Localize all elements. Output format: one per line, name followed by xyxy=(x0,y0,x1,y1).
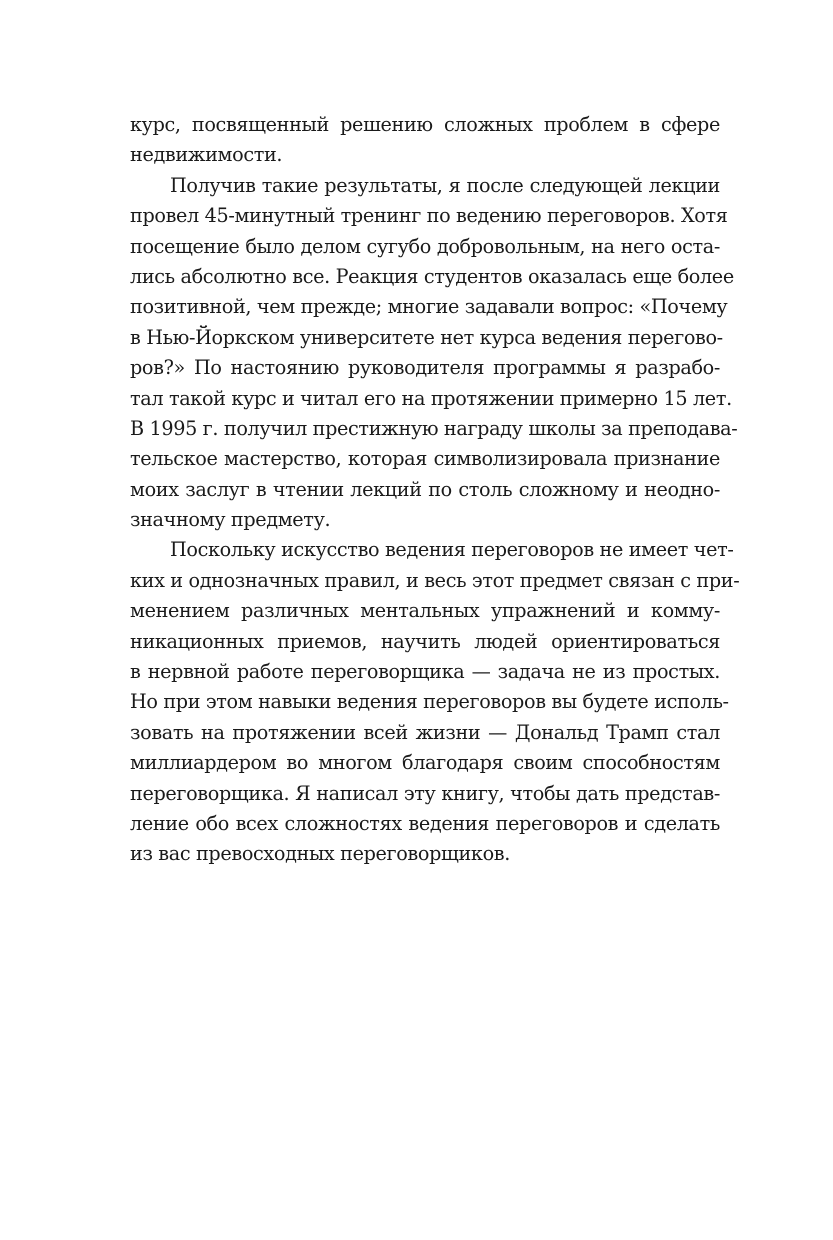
text-line: курс, посвященный решению сложных проблем в сфере xyxy=(130,113,720,136)
text-line: переговорщика. Я написал эту книгу, чтобы дать представ- xyxy=(130,781,720,805)
text-line: в нервной работе переговорщика — задача не из простых. xyxy=(130,660,720,684)
text-line-first: Поскольку искусство ведения переговоров не имеет чет- xyxy=(170,538,734,562)
text-line: посещение было делом сугубо добровольным, на него оста- xyxy=(130,234,720,258)
text-line: зовать на протяжении всей жизни — Дональд Трамп стал xyxy=(130,720,720,744)
text-line-last: недвижимости. xyxy=(130,143,283,167)
paragraph-2 xyxy=(130,171,738,536)
text-line-last: из вас превосходных переговорщиков. xyxy=(130,842,510,866)
text-line: тельское мастерство, которая символизировала признание xyxy=(130,447,720,471)
text-line: В 1995 г. получил престижную награду школы за преподава- xyxy=(130,416,738,440)
text-line: никационных приемов, научить людей ориентироваться xyxy=(130,629,720,653)
text-line: ров?» По настоянию руководителя программы я разрабо- xyxy=(130,356,720,380)
text-line: менением различных ментальных упражнений и комму- xyxy=(130,599,720,623)
text-line: ление обо всех сложностях ведения переговоров и сделать xyxy=(130,811,720,835)
paragraph-3 xyxy=(130,535,740,869)
text-line: позитивной, чем прежде; многие задавали вопрос: «Почему xyxy=(130,295,728,319)
text-line: ких и однозначных правил, и весь этот предмет связан с при- xyxy=(130,568,740,592)
text-line: миллиардером во многом благодаря своим способностям xyxy=(130,751,720,775)
body-text xyxy=(130,110,740,870)
text-line: лись абсолютно все. Реакция студентов оказалась еще более xyxy=(130,264,734,288)
text-line: тал такой курс и читал его на протяжении примерно 15 лет. xyxy=(130,386,732,410)
text-line: Но при этом навыки ведения переговоров вы будете исполь- xyxy=(130,690,729,714)
text-line-last: значному предмету. xyxy=(130,508,331,532)
paragraph-1 xyxy=(130,110,720,171)
text-line: моих заслуг в чтении лекций по столь сложному и неодно- xyxy=(130,477,720,501)
text-line-first: Получив такие результаты, я после следующей лекции xyxy=(170,173,720,197)
text-line: в Нью-Йоркском университете нет курса ведения перегово- xyxy=(130,325,723,349)
text-line: провел 45-минутный тренинг по ведению переговоров. Хотя xyxy=(130,204,728,228)
